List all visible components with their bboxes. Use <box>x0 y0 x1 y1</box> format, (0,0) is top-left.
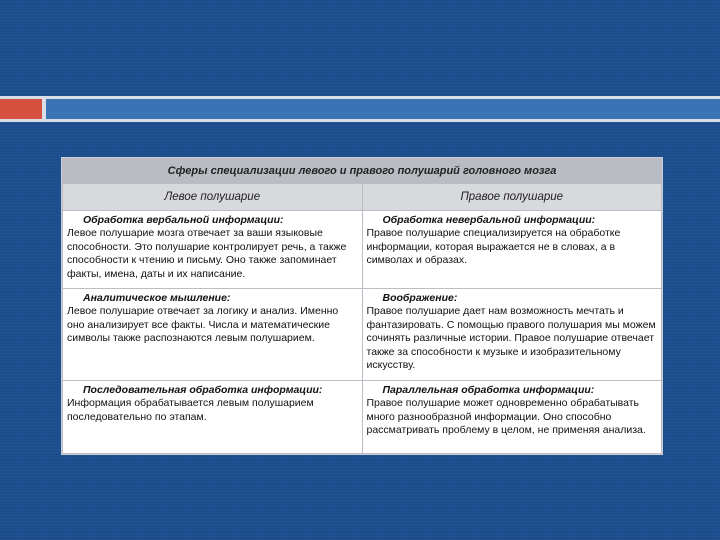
table-caption: Сферы специализации левого и правого полушарий головного мозга <box>63 159 662 184</box>
table-cell-right <box>362 289 662 381</box>
header-band-accent-blue <box>46 99 720 119</box>
table-row <box>63 381 662 454</box>
table-cell-right <box>362 211 662 289</box>
table-caption-row <box>63 159 662 184</box>
column-header-left: Левое полушарие <box>63 184 363 211</box>
cell-text: Правое полушарие специализируется на обработке информации, которая выражается не в словах, а в символах и образах. <box>366 227 621 267</box>
comparison-table-container <box>62 158 662 454</box>
table-header-row <box>63 184 662 211</box>
header-band-accent-red <box>0 99 42 119</box>
cell-title: Параллельная обработка информации: <box>382 384 595 396</box>
comparison-table <box>62 158 662 454</box>
cell-text: Правое полушарие дает нам возможность мечтать и фантазировать. С помощью правого полушария мы можем сочинять различные истории. Правое полушарие отвечает также за способности к музыке и изобразительному искусству. <box>366 305 656 372</box>
table-row <box>63 289 662 381</box>
column-header-right: Правое полушарие <box>362 184 662 211</box>
cell-text: Информация обрабатывается левым полушарием последовательно по этапам. <box>67 397 314 423</box>
cell-title: Обработка невербальной информации: <box>382 214 596 226</box>
cell-title: Воображение: <box>382 292 458 304</box>
table-row <box>63 211 662 289</box>
cell-text: Правое полушарие может одновременно обрабатывать много разнообразной информации. Оно способно рассматривать проблему в целом, не применяя анализа. <box>366 397 646 437</box>
cell-text: Левое полушарие отвечает за логику и анализ. Именно оно анализирует все факты. Числа и математические символы также распознаются левым полушарием. <box>67 305 339 345</box>
cell-title: Обработка вербальной информации: <box>83 214 284 226</box>
cell-title: Последовательная обработка информации: <box>83 384 323 396</box>
table-cell-right <box>362 381 662 454</box>
cell-text: Левое полушарие мозга отвечает за ваши языковые способности. Это полушарие контролирует речь, а также способности к чтению и письму. Оно также запоминает факты, имена, даты и их написание. <box>67 227 347 280</box>
table-cell-left <box>63 289 363 381</box>
cell-title: Аналитическое мышление: <box>83 292 231 304</box>
table-cell-left <box>63 211 363 289</box>
table-cell-left <box>63 381 363 454</box>
